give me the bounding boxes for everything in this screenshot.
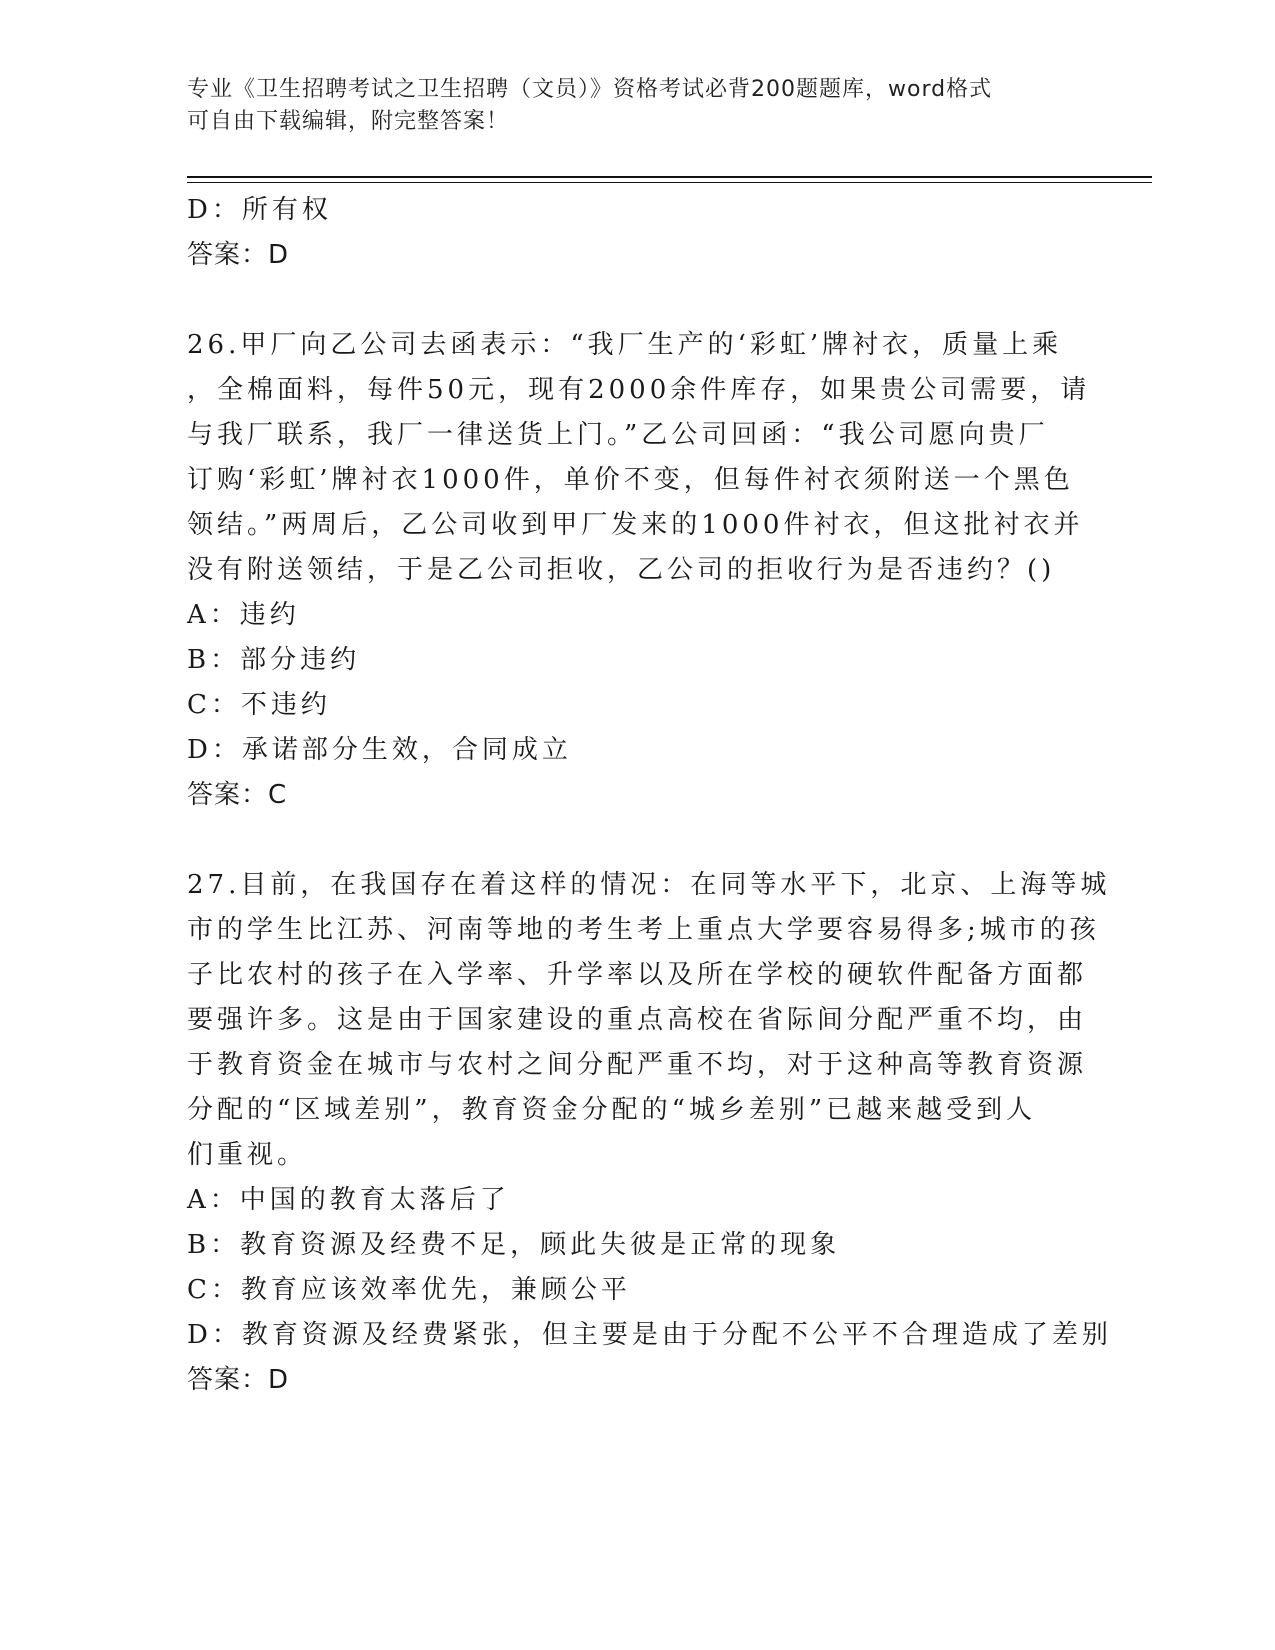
question-text-line: 没有附送领结，于是乙公司拒收，乙公司的拒收行为是否违约？(): [187, 555, 1056, 585]
document-body: [187, 188, 1112, 1403]
question-text-line: 26.甲厂向乙公司去函表示：“我厂生产的‘彩虹’牌衬衣，质量上乘: [187, 330, 1063, 360]
question-27: [187, 863, 1112, 1403]
option-c: C：不违约: [187, 690, 331, 720]
option-b: B：教育资源及经费不足，顾此失彼是正常的现象: [187, 1230, 841, 1260]
option-a: A：违约: [187, 600, 300, 630]
answer-line: 答案：D: [187, 240, 290, 270]
question-text-line: 子比农村的孩子在入学率、升学率以及所在学校的硬软件配备方面都: [187, 960, 1088, 990]
spacer: [187, 818, 1087, 863]
question-text-line: 27.目前，在我国存在着这样的情况：在同等水平下，北京、上海等城: [187, 870, 1111, 900]
option-d: D：教育资源及经费紧张，但主要是由于分配不公平不合理造成了差别: [187, 1320, 1112, 1350]
previous-question-tail: [187, 188, 1087, 278]
question-text-line: 与我厂联系，我厂一律送货上门。”乙公司回函：“我公司愿向贵厂: [187, 420, 1049, 450]
question-text-line: 于教育资金在城市与农村之间分配严重不均，对于这种高等教育资源: [187, 1050, 1088, 1080]
question-text-line: ，全棉面料，每件50元，现有2000余件库存，如果贵公司需要，请: [187, 375, 1091, 405]
question-text-line: 分配的“区域差别”，教育资金分配的“城乡差别”已越来越受到人: [187, 1095, 1037, 1125]
question-text-line: 市的学生比江苏、河南等地的考生考上重点大学要容易得多;城市的孩: [187, 915, 1100, 945]
option-a: A：中国的教育太落后了: [187, 1185, 510, 1215]
question-text-line: 要强许多。这是由于国家建设的重点高校在省际间分配严重不均，由: [187, 1005, 1088, 1035]
question-text-line: 订购‘彩虹’牌衬衣1000件，单价不变，但每件衬衣须附送一个黑色: [187, 465, 1074, 495]
option-c: C：教育应该效率优先，兼顾公平: [187, 1275, 631, 1305]
header-title-line-1: 专业《卫生招聘考试之卫生招聘（文员）》资格考试必背200题题库，word格式: [187, 77, 993, 102]
option-d: D：承诺部分生效，合同成立: [187, 735, 572, 765]
header-title-line-2: 可自由下载编辑，附完整答案！: [187, 109, 510, 134]
option-b: B：部分违约: [187, 645, 361, 675]
question-text-line: 领结。”两周后，乙公司收到甲厂发来的1000件衬衣，但这批衬衣并: [187, 510, 1084, 540]
answer-line: 答案：C: [187, 780, 288, 810]
option-d: D：所有权: [187, 195, 332, 225]
header-divider: [187, 176, 1152, 183]
spacer: [187, 278, 1087, 323]
answer-line: 答案：D: [187, 1365, 290, 1395]
page-header: [187, 74, 1067, 138]
question-text-line: 们重视。: [187, 1140, 308, 1170]
question-26: [187, 323, 1091, 818]
